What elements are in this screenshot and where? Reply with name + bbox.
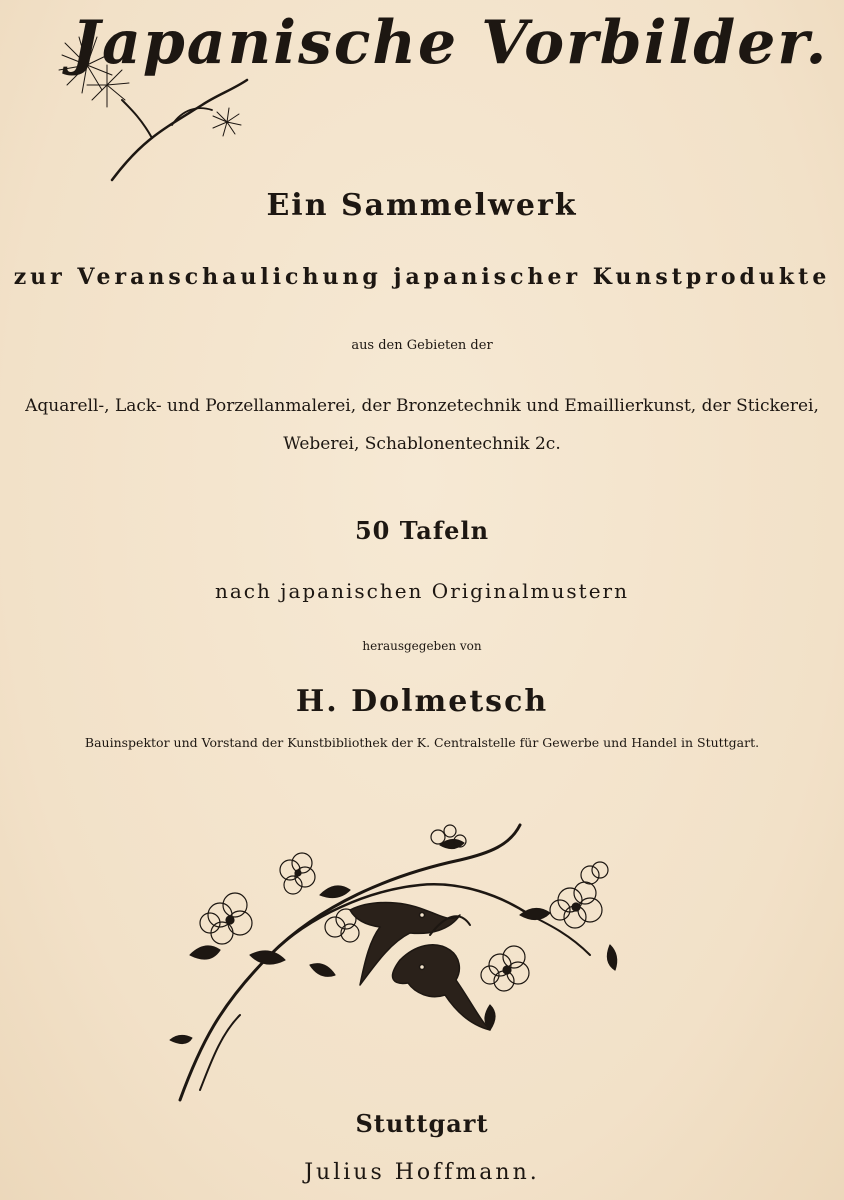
fields-line-2: Weberei, Schablonentechnik 2c. (283, 434, 561, 454)
publisher-name: Julius Hoffmann. (304, 1160, 540, 1185)
subtitle-description: zur Veranschaulichung japanischer Kunstprodukte (13, 264, 831, 290)
publication-city: Stuttgart (355, 1109, 489, 1138)
editor-name: H. Dolmetsch (295, 684, 549, 719)
page-title: Japanische Vorbilder. (71, 8, 829, 78)
originals-note: nach japanischen Originalmustern (215, 579, 629, 603)
plates-count: 50 Tafeln (354, 516, 490, 545)
subtitle: Ein Sammelwerk (266, 188, 578, 223)
fields-line-1: Aquarell-, Lack- und Porzellanmalerei, der Bronzetechnik und Emaillierkunst, der Stickerei, (25, 396, 819, 416)
intro-small-text: aus den Gebieten der (351, 338, 493, 353)
birds-and-blossoms-illustration (160, 815, 650, 1105)
editor-intro: herausgegeben von (362, 639, 482, 653)
editor-position: Bauinspektor und Vorstand der Kunstbibliothek der K. Centralstelle für Gewerbe und Handel in Stuttgart. (84, 735, 760, 750)
